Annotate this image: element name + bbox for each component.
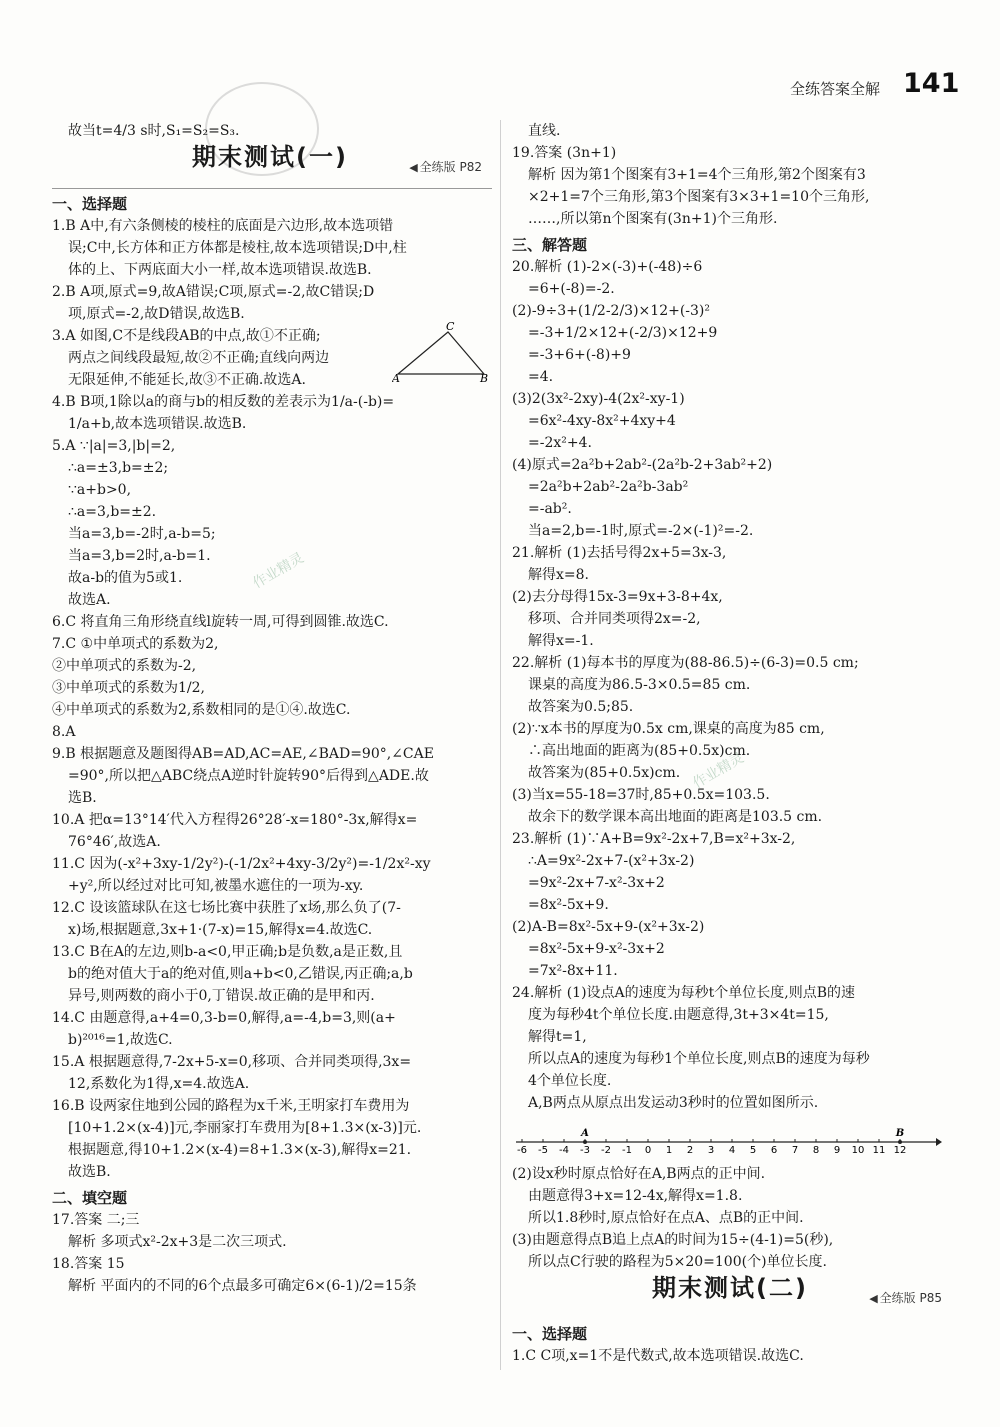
- test1-title: 期末测试(一): [192, 143, 348, 171]
- test2-ref-label: 全练版 P85: [879, 1291, 942, 1305]
- answer-line: 由题意得3+x=12-4x,解得x=1.8.: [528, 1188, 743, 1204]
- tri-label-b: B: [480, 372, 489, 382]
- intro-line: 故当t=4/3 s时,S₁=S₂=S₃.: [68, 123, 240, 139]
- answer-line: (3)当x=55-18=37时,85+0.5x=103.5.: [512, 787, 770, 803]
- answer-line: 两点之间线段最短,故②不正确;直线向两边: [68, 350, 330, 366]
- right-mid-lines: [512, 256, 952, 1114]
- answer-line: 19.答案 (3n+1): [512, 145, 617, 161]
- answer-line: 无限延伸,不能延长,故③不正确.故选A.: [68, 372, 306, 388]
- answer-line: 22.解析 (1)每本书的厚度为(88-86.5)÷(6-3)=0.5 cm;: [512, 655, 859, 671]
- answer-line: ∴A=9x²-2x+7-(x²+3x-2): [528, 853, 695, 869]
- answer-line: 根据题意,得10+1.2×(x-4)=8+1.3×(x-3),解得x=21.: [68, 1142, 412, 1158]
- answer-line: =90°,所以把△ABC绕点A逆时针旋转90°后得到△ADE.故: [68, 768, 429, 784]
- point-a-label: A: [581, 1128, 589, 1139]
- number-line-tick-label: 5: [749, 1145, 757, 1154]
- number-line-tick-label: -1: [622, 1145, 632, 1154]
- answer-line: 7.C ①中单项式的系数为2,: [52, 636, 219, 652]
- test1-heading: [52, 142, 492, 188]
- answer-line: 课桌的高度为86.5-3×0.5=85 cm.: [528, 677, 751, 693]
- test1-ref[interactable]: [409, 156, 482, 179]
- section-heading: 一、选择题: [52, 195, 128, 213]
- answer-line: x)场,根据题意,3x+1·(7-x)=15,解得x=4.故选C.: [68, 922, 373, 938]
- answer-line: 24.解析 (1)设点A的速度为每秒t个单位长度,则点B的速: [512, 985, 856, 1001]
- answer-line: 当a=3,b=2时,a-b=1.: [68, 548, 211, 564]
- answer-line: 1.B A中,有六条侧棱的棱柱的底面是六边形,故本选项错: [52, 218, 394, 234]
- answer-line: b的绝对值大于a的绝对值,则a+b<0,乙错误,丙正确;a,b: [68, 966, 413, 982]
- fill-answer-lines: [52, 1209, 492, 1297]
- answer-line: ∴a=±3,b=±2;: [68, 460, 169, 476]
- answer-line: 解析 多项式x²-2x+3是二次三项式.: [68, 1234, 287, 1250]
- number-line-tick-label: 3: [707, 1145, 715, 1154]
- point-b-label: B: [895, 1128, 905, 1139]
- answer-line: 体的上、下两底面大小一样,故本选项错误.故选B.: [68, 262, 372, 278]
- answer-line: 16.B 设两家住地到公园的路程为x千米,王明家打车费用为: [52, 1098, 410, 1114]
- test2-ref[interactable]: [869, 1287, 942, 1310]
- answer-line: 4.B B项,1除以a的商与b的相反数的差表示为1/a-(-b)=: [52, 394, 395, 410]
- answer-line: =8x²-5x+9-x²-3x+2: [528, 941, 665, 957]
- answer-line: =7x²-8x+11.: [528, 963, 618, 979]
- answer-line: ∴a=3,b=±2.: [68, 504, 157, 520]
- answer-line: ∵a+b>0,: [68, 482, 132, 498]
- send-arrow-icon: ◀: [409, 161, 418, 174]
- answer-line: (2)A-B=8x²-5x+9-(x²+3x-2): [512, 919, 705, 935]
- answer-line: 76°46′,故选A.: [68, 834, 161, 850]
- answer-line: ……,所以第n个图案有(3n+1)个三角形.: [528, 211, 778, 227]
- answer-line: (2)∵x本书的厚度为0.5x cm,课桌的高度为85 cm,: [512, 721, 825, 737]
- number-line-tick-label: 12: [893, 1145, 907, 1154]
- tri-label-c: C: [446, 322, 455, 333]
- answer-line: 2.B A项,原式=9,故A错误;C项,原式=-2,故C错误;D: [52, 284, 375, 300]
- answer-line: 选B.: [68, 790, 97, 806]
- section-heading-solve: 三、解答题: [512, 236, 588, 254]
- watermark-text: 作业精灵: [250, 549, 307, 592]
- answer-line: (2)去分母得15x-3=9x+3-8+4x,: [512, 589, 723, 605]
- send-arrow-icon-2: ◀: [869, 1292, 878, 1305]
- point-a-marker: [583, 1140, 587, 1144]
- answer-line: 12,系数化为1得,x=4.故选A.: [68, 1076, 250, 1092]
- answer-line: 12.C 设该篮球队在这七场比赛中获胜了x场,那么负了(7-: [52, 900, 401, 916]
- answer-line: (2)设x秒时原点恰好在A,B两点的正中间.: [512, 1166, 766, 1182]
- answer-line: 4个单位长度.: [528, 1073, 612, 1089]
- answer-line: 解析 平面内的不同的6个点最多可确定6×(6-1)/2=15条: [68, 1278, 417, 1294]
- number-line-tick-label: 10: [851, 1145, 865, 1154]
- answer-line: =6+(-8)=-2.: [528, 281, 615, 297]
- number-line-tick-label: -3: [580, 1145, 590, 1154]
- answer-line: =6x²-4xy-8x²+4xy+4: [528, 413, 676, 429]
- answer-line: (3)由题意得点B追上点A的时间为15÷(4-1)=5(秒),: [512, 1232, 834, 1248]
- answer-line: =-ab².: [528, 501, 572, 517]
- answer-line: 解析 因为第1个图案有3+1=4个三角形,第2个图案有3: [528, 167, 866, 183]
- answer-line: 13.C B在A的左边,则b-a<0,甲正确;b是负数,a是正数,且: [52, 944, 403, 960]
- answer-line: +y²,所以经过对比可知,被墨水遮住的一项为-xy.: [68, 878, 364, 894]
- answer-line: 所以点A的速度为每秒1个单位长度,则点B的速度为每秒: [528, 1051, 870, 1067]
- answer-line: (2)-9÷3+(1/2-2/3)×12+(-3)²: [512, 303, 711, 319]
- answer-line: 14.C 由题意得,a+4=0,3-b=0,解得,a=-4,b=3,则(a+: [52, 1010, 396, 1026]
- answer-line: =-2x²+4.: [528, 435, 592, 451]
- answer-line: =-3+1/2×12+(-2/3)×12+9: [528, 325, 718, 341]
- watermark-text-2: 作业精灵: [690, 749, 747, 792]
- right-bottom-lines: [512, 1163, 952, 1273]
- answer-line: (3)2(3x²-2xy)-4(2x²-xy-1): [512, 391, 685, 407]
- number-line-tick-label: 1: [665, 1145, 673, 1154]
- answer-line: 解得x=-1.: [528, 633, 594, 649]
- number-line-tick-label: 0: [644, 1145, 652, 1154]
- answer-line: 故a-b的值为5或1.: [68, 570, 183, 586]
- answer-line: 15.A 根据题意得,7-2x+5-x=0,移项、合并同类项得,3x=: [52, 1054, 412, 1070]
- number-line-tick-label: 4: [728, 1145, 736, 1154]
- answer-line: 3.A 如图,C不是线段AB的中点,故①不正确;: [52, 328, 321, 344]
- answer-line: (4)原式=2a²b+2ab²-(2a²b-2+3ab²+2): [512, 457, 773, 473]
- answer-line: 解得x=8.: [528, 567, 589, 583]
- answer-line: =2a²b+2ab²-2a²b-3ab²: [528, 479, 689, 495]
- number-line-arrow-icon: [936, 1138, 942, 1146]
- number-line-figure: [512, 1120, 952, 1161]
- number-line-tick-label: 11: [872, 1145, 886, 1154]
- answer-line: 当a=2,b=-1时,原式=-2×(-1)²=-2.: [528, 523, 754, 539]
- tri-label-a: A: [392, 372, 400, 382]
- column-divider: [500, 120, 501, 1370]
- answer-line: =9x²-2x+7-x²-3x+2: [528, 875, 665, 891]
- number-line-tick-label: 6: [770, 1145, 778, 1154]
- triangle-shape: [398, 332, 484, 374]
- answer-line: 23.解析 (1)∵A+B=9x²-2x+7,B=x²+3x-2,: [512, 831, 796, 847]
- answer-line: 10.A 把α=13°14′代入方程得26°28′-x=180°-3x,解得x=: [52, 812, 418, 828]
- right-top-lines: [512, 120, 952, 230]
- number-line-tick-label: -6: [517, 1145, 527, 1154]
- number-line-tick-label: -4: [559, 1145, 569, 1154]
- answer-line: 度为每秒4t个单位长度.由题意得,3t+3×4t=15,: [528, 1007, 829, 1023]
- test2-answer-line: 1.C C项,x=1不是代数式,故本选项错误.故选C.: [512, 1348, 804, 1364]
- answer-line: 误;C中,长方体和正方体都是棱柱,故本选项错误;D中,柱: [68, 240, 407, 256]
- divider: [52, 188, 492, 189]
- number-line: [512, 1120, 942, 1154]
- answer-line: 项,原式=-2,故D错误,故选B.: [68, 306, 245, 322]
- test2-title: 期末测试(二): [652, 1274, 808, 1302]
- answer-line: A,B两点从原点出发运动3秒时的位置如图所示.: [528, 1095, 819, 1111]
- answer-line: ×2+1=7个三角形,第3个图案有3×3+1=10个三角形,: [528, 189, 870, 205]
- answer-line: 故答案为0.5;85.: [528, 699, 634, 715]
- section-heading-fill: 二、填空题: [52, 1189, 128, 1207]
- answer-line: 故余下的数学课本高出地面的距离是103.5 cm.: [528, 809, 823, 825]
- answer-line: 21.解析 (1)去括号得2x+5=3x-3,: [512, 545, 727, 561]
- test1-ref-label: 全练版 P82: [419, 160, 482, 174]
- answer-line: 所以1.8秒时,原点恰好在点A、点B的正中间.: [528, 1210, 804, 1226]
- number-line-tick-label: -5: [538, 1145, 548, 1154]
- answer-line: 1/a+b,故本选项错误.故选B.: [68, 416, 247, 432]
- number-line-tick-label: 9: [833, 1145, 841, 1154]
- point-b-marker: [898, 1140, 902, 1144]
- answer-line: 6.C 将直角三角形绕直线l旋转一周,可得到圆锥.故选C.: [52, 614, 389, 630]
- answer-line: ∴高出地面的距离为(85+0.5x)cm.: [528, 743, 751, 759]
- answer-line: ④中单项式的系数为2,系数相同的是①④.故选C.: [52, 702, 351, 718]
- header-label: 全练答案全解: [790, 80, 881, 98]
- section-heading-test2: 一、选择题: [512, 1325, 588, 1343]
- answer-line: 17.答案 二;三: [52, 1212, 140, 1228]
- answer-line: 所以点C行驶的路程为5×20=100(个)单位长度.: [528, 1254, 827, 1270]
- answer-line: =8x²-5x+9.: [528, 897, 609, 913]
- answer-line: 移项、合并同类项得2x=-2,: [528, 611, 701, 627]
- triangle-figure: [392, 322, 492, 382]
- answer-line: b)²⁰¹⁶=1,故选C.: [68, 1032, 173, 1048]
- answer-line: 故选B.: [68, 1164, 111, 1180]
- answer-line: 18.答案 15: [52, 1256, 125, 1272]
- answer-line: 11.C 因为(-x²+3xy-1/2y²)-(-1/2x²+4xy-3/2y²)=-1/2x²-xy: [52, 856, 431, 872]
- answer-line: 解得t=1,: [528, 1029, 587, 1045]
- right-column: [512, 120, 952, 1367]
- test2-heading: [512, 1273, 952, 1319]
- answer-line: ②中单项式的系数为-2,: [52, 658, 197, 674]
- answer-line: 直线.: [528, 123, 561, 139]
- answer-line: 9.B 根据题意及题图得AB=AD,AC=AE,∠BAD=90°,∠CAE: [52, 746, 434, 762]
- answer-line: 20.解析 (1)-2×(-3)+(-48)÷6: [512, 259, 703, 275]
- number-line-tick-label: 7: [791, 1145, 799, 1154]
- number-line-tick-label: -2: [601, 1145, 611, 1154]
- answer-line: 当a=3,b=-2时,a-b=5;: [68, 526, 216, 542]
- answer-line: 故选A.: [68, 592, 111, 608]
- answer-line: =4.: [528, 369, 554, 385]
- answer-line: 异号,则两数的商小于0,丁错误.故正确的是甲和丙.: [68, 988, 375, 1004]
- answer-line: 故答案为(85+0.5x)cm.: [528, 765, 681, 781]
- answer-line: 8.A: [52, 724, 76, 740]
- answer-line: =-3+6+(-8)+9: [528, 347, 631, 363]
- answer-line: [10+1.2×(x-4)]元,李丽家打车费用为[8+1.3×(x-3)]元.: [68, 1120, 422, 1136]
- number-line-tick-label: 2: [686, 1145, 694, 1154]
- left-column: [52, 120, 492, 1297]
- page-number: 141: [903, 68, 960, 99]
- answer-line: 5.A ∵|a|=3,|b|=2,: [52, 438, 176, 454]
- number-line-tick-label: 8: [812, 1145, 820, 1154]
- answer-line: ③中单项式的系数为1/2,: [52, 680, 205, 696]
